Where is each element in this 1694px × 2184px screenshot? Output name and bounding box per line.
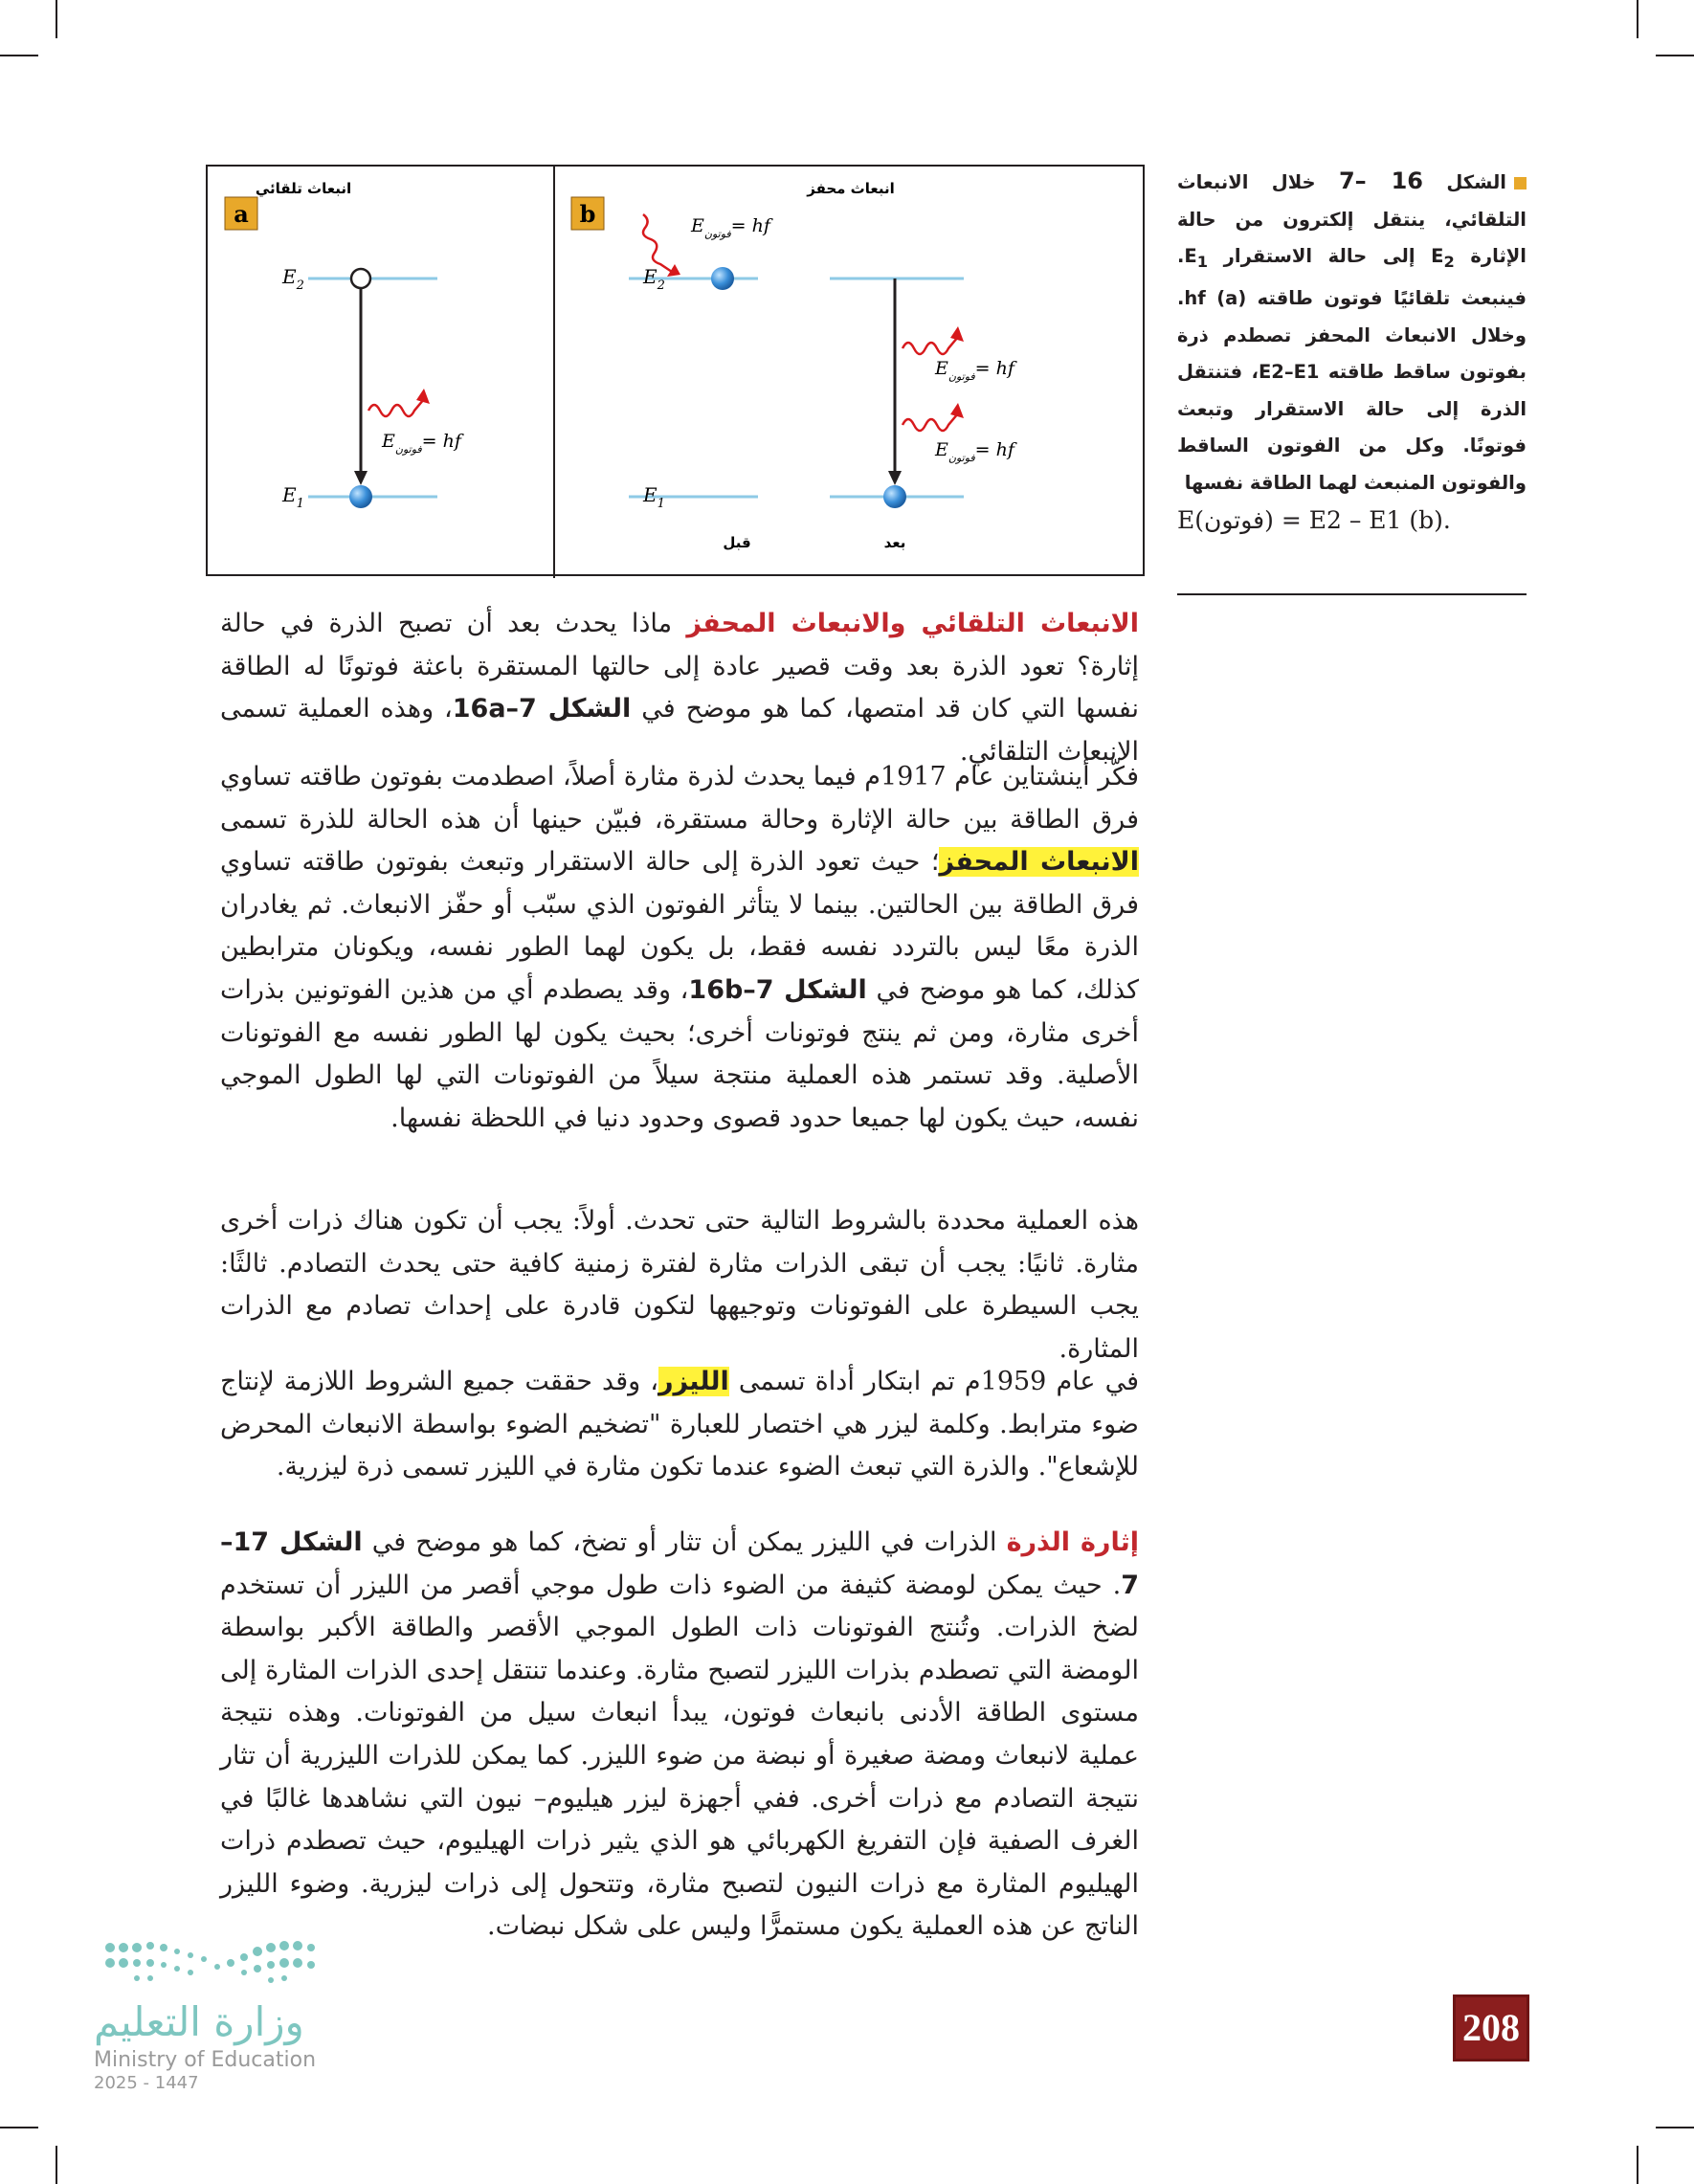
panel-a xyxy=(225,180,464,511)
photon-wave-incoming xyxy=(643,214,672,272)
emission-diagram-svg xyxy=(208,167,1147,578)
caption-sub-2: 2 xyxy=(1443,252,1455,271)
before-level-e1-label: $E_1$ xyxy=(643,483,665,511)
panel-b-label: b xyxy=(579,200,596,228)
electron-ground xyxy=(349,485,372,508)
p4-a: في عام 1959م تم ابتكار أداة تسمى xyxy=(728,1367,1140,1396)
photon-out-1-head xyxy=(950,326,964,342)
paragraph-conditions xyxy=(220,1200,1139,1371)
p2-a: فكّر أينشتاين عام 1917م فيما يحدث لذرة مثارة أصلاً، اصطدمت بفوتون طاقته تساوي فرق الطاقة بين حالة الإثارة وحالة مستقرة، فبيّن حينها أن هذه الحالة للذرة تسمى xyxy=(220,762,1139,835)
caption-label-a: (a) xyxy=(1216,287,1247,310)
crop-mark xyxy=(56,0,57,38)
p2-c: ، وقد يصطدم أي من هذين الفوتونين بذرات أخرى مثارة، ومن ثم ينتج فوتونات أخرى؛ بحيث يكون لها الطور نفسه مع الفوتونات الأصلية. وقد تستمر هذه العملية منتجة سيلاً من الفوتونات التي لها الطول الموجي نفسه، حيث يكون لها جميعا حدود قصوى وحدود دنيا في اللحظة نفسها. xyxy=(220,974,1139,1133)
paragraph-pumping xyxy=(220,1522,1139,1949)
electron-excited-empty xyxy=(351,269,370,288)
panel-a-title: انبعاث تلقائي xyxy=(255,180,352,197)
crop-mark xyxy=(56,2146,57,2184)
crop-mark xyxy=(0,55,38,56)
after-transition-arrow-head xyxy=(888,471,902,485)
crop-mark xyxy=(1656,2127,1694,2128)
photon-out-1-label: $E_{فوتون}=$ hf xyxy=(935,358,1014,383)
page-number: 208 xyxy=(1453,1995,1529,2061)
crop-mark xyxy=(1637,2146,1638,2184)
photon-wave-out-2 xyxy=(903,413,958,431)
paragraph-laser xyxy=(220,1361,1139,1489)
p1-figref: الشكل 16a–7 xyxy=(452,694,632,724)
level-e2-label: $E_2$ xyxy=(282,265,304,293)
electron-ground-after xyxy=(883,485,906,508)
ministry-name-english: Ministry of Education xyxy=(94,2048,317,2072)
crop-mark xyxy=(1656,55,1694,56)
paragraph-einstein xyxy=(220,756,1139,1140)
photon-out-2-head xyxy=(950,403,964,418)
panel-a-label: a xyxy=(234,200,249,228)
transition-arrow-head xyxy=(354,471,368,485)
photon-arrow-head xyxy=(416,389,430,404)
crop-mark xyxy=(1637,0,1638,38)
ministry-name-arabic: وزارة التعليم xyxy=(94,1998,304,2045)
p1-end: ، وهذه العملية تسمى الانبعاث التلقائي. xyxy=(220,694,1139,767)
p5-b: . حيث يمكن لومضة كثيفة من الضوء ذات طول موجي أقصر من الليزر أن تستخدم لضخ الذرات. وتُنتج الفوتونات ذات الطول الموجي الأقصر والطاقة الأكبر بواسطة الومضة التي تصطدم بذرات الليزر لتصبح مثارة. وعندما تنتقل إحدى الذرات المثارة إلى مستوى الطاقة الأدنى بانبعاث فوتون، يبدأ انبعاث سيل من الفوتونات. وهذه نتيجة عملية لانبعاث ومضة صغيرة أو نبضة من ضوء الليزر. كما يمكن للذرات الليزرية أن تثار نتيجة التصادم مع ذرات أخرى. ففي أجهزة ليزر هيليوم– نيون التي نشاهدها غالبًا في الغرف الصفية فإن التفريغ الكهربائي هو الذي يثير ذرات الهيليوم، حيث تصطدم ذرات الهيليوم المثارة مع ذرات النيون لتصبح مثارة، وتتحول إلى ذرات ليزرية. وضوء الليزر الناتج عن هذه العملية يكون مستمرًّا وليس على شكل نبضات. xyxy=(220,1570,1139,1942)
caption-bullet xyxy=(1514,177,1527,189)
photon-energy-label: $E_{فوتون}=$ hf xyxy=(382,431,461,456)
crop-mark xyxy=(0,2127,38,2128)
p5-a: الذرات في الليزر يمكن أن تثار أو تضخ، كما هو موضح في xyxy=(362,1527,1007,1557)
after-label: بعد xyxy=(883,534,906,551)
p2-b: ؛ حيث تعود الذرة إلى حالة الاستقرار وتبعث بفوتون طاقته تساوي فرق الطاقة بين الحالتين. بينما لا يتأثر الفوتون الذي سبّب أو حفّز الانبعاث. ثم يغادران الذرة معًا ليس بالتردد نفسه فقط، بل يكون لهما الطور نفسه، ويكونان مترابطين كذلك، كما هو موضح في xyxy=(220,847,1139,1005)
caption-sub-1: 1 xyxy=(1196,252,1209,271)
term-atom-excitation: إثارة الذرة xyxy=(1006,1527,1139,1557)
before-level-e2-label: $E_2$ xyxy=(643,265,665,293)
caption-rule xyxy=(1177,593,1527,595)
p3-text: هذه العملية محددة بالشروط التالية حتى تحدث. أولاً: يجب أن تكون هناك ذرات أخرى مثارة. ثانيًا: يجب أن تبقى الذرات مثارة لفترة زمنية كافية حتى يحدث التصادم. ثالثًا: يجب السيطرة على الفوتونات وتوجيهها لتكون قادرة على إحداث تصادم مع الذرات المثارة. xyxy=(220,1206,1139,1364)
panel-b xyxy=(571,180,1017,551)
panel-b-title: انبعاث محفز xyxy=(807,180,895,197)
caption-text-4: . وخلال الانبعاث المحفز تصطدم ذرة بفوتون ساقط طاقته E2–E1، فتنتقل الذرة إلى حالة الاستقرار وتبعث فوتونًا. وكل من الفوتون الساقط والفوتون المنبعث لهما الطاقة نفسها xyxy=(1177,287,1527,494)
term-laser: الليزر xyxy=(658,1367,729,1396)
p5-figref: الشكل 17–7 xyxy=(220,1527,1139,1600)
electron-excited xyxy=(711,267,734,290)
photon-wave-out-1 xyxy=(903,337,958,354)
p4-b: ، وقد حققت جميع الشروط اللازمة لإنتاج ضوء مترابط. وكلمة ليزر هي اختصار للعبارة "تضخيم الضوء بواسطة الانبعاث المحرض للإشعاع". والذرة التي تبعث الضوء عندما تكون مثارة في الليزر تسمى ذرة ليزرية. xyxy=(220,1367,1139,1482)
term-spontaneous-stimulated: الانبعاث التلقائي والانبعاث المحفز xyxy=(686,609,1140,638)
photon-wave-emitted xyxy=(368,399,424,416)
caption-text-1: خلال الانبعاث التلقائي، ينتقل إلكترون من حالة الإثارة E xyxy=(1177,171,1527,267)
term-stimulated-emission: الانبعاث المحفز xyxy=(939,847,1139,878)
p2-figref: الشكل 16b–7 xyxy=(688,974,867,1005)
photon-out-2-label: $E_{فوتون}=$ hf xyxy=(935,439,1014,464)
before-label: قبل xyxy=(723,534,751,551)
caption-text-2: إلى حالة الاستقرار E xyxy=(1184,245,1432,267)
level-e1-label: $E_1$ xyxy=(282,483,304,511)
p1-text: ماذا يحدث بعد أن تصبح الذرة في حالة إثارة؟ تعود الذرة بعد وقت قصير عادة إلى حالتها المستقرة باعثة فوتونًا له الطاقة نفسها التي كان قد امتصها، كما هو موضح في xyxy=(220,609,1139,724)
figure-caption xyxy=(1177,163,1527,540)
photon-incoming-label: $E_{فوتون}=$ hf xyxy=(691,215,770,240)
figure-emission-diagram xyxy=(206,165,1145,576)
caption-fig-num: 16 –7 xyxy=(1338,167,1424,194)
caption-fig-word: الشكل xyxy=(1446,171,1506,193)
caption-text-3: . فينبعث تلقائيًا فوتون طاقته hf xyxy=(1177,245,1527,310)
ministry-year: 2025 - 1447 xyxy=(94,2073,199,2093)
paragraph-spontaneous xyxy=(220,603,1139,773)
caption-formula: E(فوتون) = E2 – E1 (b). xyxy=(1177,506,1451,535)
